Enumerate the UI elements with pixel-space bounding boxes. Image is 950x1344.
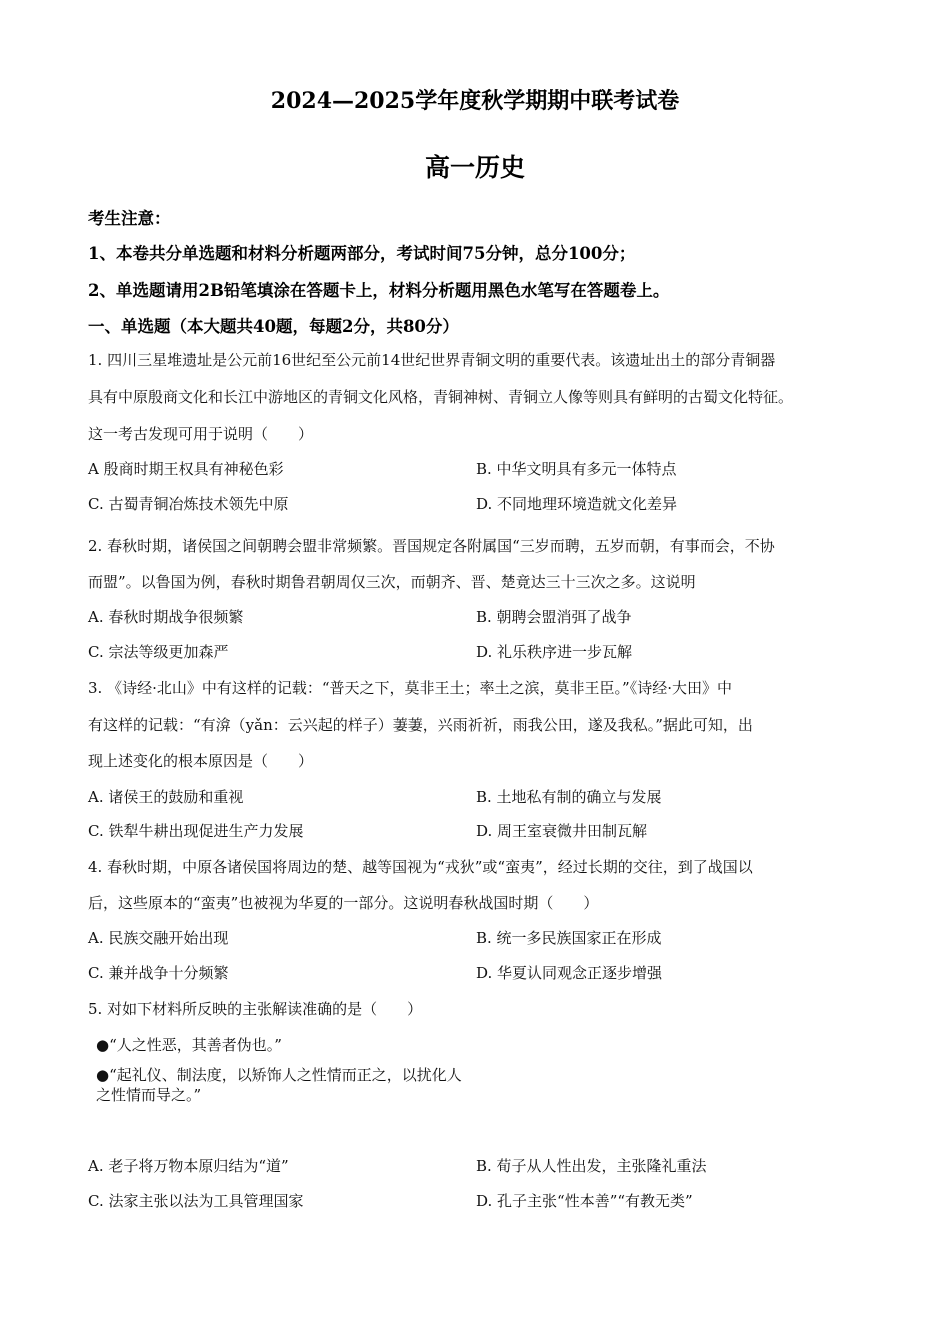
question-3-line-3: 现上述变化的根本原因是（ ） — [88, 752, 314, 770]
question-1-line-2: 具有中原殷商文化和长江中游地区的青铜文化风格，青铜神树、青铜立人像等则具有鲜明的古蜀文化特征。 — [88, 388, 794, 406]
question-1-option-a: A 殷商时期王权具有神秘色彩 — [88, 460, 284, 478]
question-5-option-a: A. 老子将万物本原归结为“道” — [88, 1157, 289, 1175]
question-4-option-c: C. 兼并战争十分频繁 — [88, 964, 229, 982]
question-1-line-1: 1. 四川三星堆遗址是公元前16世纪至公元前14世纪世界青铜文明的重要代表。该遗址出土的部分青铜器 — [88, 351, 776, 369]
question-1-option-c: C. 古蜀青铜冶炼技术领先中原 — [88, 495, 289, 513]
question-2-line-2: 而盟”。以鲁国为例，春秋时期鲁君朝周仅三次，而朝齐、晋、楚竟达三十三次之多。这说明 — [88, 573, 696, 591]
question-1-line-3: 这一考古发现可用于说明（ ） — [88, 425, 314, 443]
question-5-option-d: D. 孔子主张“性本善”“有教无类” — [476, 1192, 693, 1210]
question-4-line-1: 4. 春秋时期，中原各诸侯国将周边的楚、越等国视为“戎狄”或“蛮夷”，经过长期的交往，到了战国以 — [88, 858, 753, 876]
question-3-line-2: 有这样的记载：“有渰（yǎn：云兴起的样子）萋萋，兴雨祈祈，雨我公田，遂及我私。”据此可知，出 — [88, 716, 753, 734]
section-title: 一、单选题（本大题共40题，每题2分，共80分） — [88, 317, 459, 336]
question-5-material-3: 之性情而导之。” — [96, 1086, 202, 1104]
question-5-option-c: C. 法家主张以法为工具管理国家 — [88, 1192, 304, 1210]
question-3-line-1: 3. 《诗经·北山》中有这样的记载：“普天之下，莫非王土；率土之滨，莫非王臣。”《诗经·大田》中 — [88, 679, 732, 697]
question-5-material-2: ●“起礼仪、制法度，以矫饰人之性情而正之，以扰化人 — [96, 1066, 462, 1084]
question-4-option-d: D. 华夏认同观念正逐步增强 — [476, 964, 663, 982]
question-2-option-b: B. 朝聘会盟消弭了战争 — [476, 608, 632, 626]
question-2-option-c: C. 宗法等级更加森严 — [88, 643, 229, 661]
notice-item-2: 2、单选题请用2B铅笔填涂在答题卡上，材料分析题用黑色水笔写在答题卷上。 — [88, 281, 670, 300]
question-2-option-a: A. 春秋时期战争很频繁 — [88, 608, 244, 626]
question-3-option-a: A. 诸侯王的鼓励和重视 — [88, 788, 244, 806]
question-5-material-1: ●“人之性恶，其善者伪也。” — [96, 1036, 282, 1054]
question-5-option-b: B. 荀子从人性出发，主张隆礼重法 — [476, 1157, 707, 1175]
exam-title: 2024—2025学年度秋学期期中联考试卷 — [270, 88, 680, 114]
question-3-option-b: B. 土地私有制的确立与发展 — [476, 788, 662, 806]
question-4-option-b: B. 统一多民族国家正在形成 — [476, 929, 662, 947]
question-5-line-1: 5. 对如下材料所反映的主张解读准确的是（ ） — [88, 1000, 423, 1018]
question-3-option-d: D. 周王室衰微井田制瓦解 — [476, 822, 648, 840]
subject-title: 高一历史 — [424, 153, 525, 182]
notice-heading: 考生注意： — [88, 209, 171, 228]
question-4-line-2: 后，这些原本的“蛮夷”也被视为华夏的一部分。这说明春秋战国时期（ ） — [88, 894, 599, 912]
question-3-option-c: C. 铁犁牛耕出现促进生产力发展 — [88, 822, 304, 840]
notice-item-1: 1、本卷共分单选题和材料分析题两部分，考试时间75分钟，总分100分； — [88, 244, 636, 263]
question-1-option-b: B. 中华文明具有多元一体特点 — [476, 460, 677, 478]
question-2-option-d: D. 礼乐秩序进一步瓦解 — [476, 643, 633, 661]
question-1-option-d: D. 不同地理环境造就文化差异 — [476, 495, 678, 513]
question-2-line-1: 2. 春秋时期，诸侯国之间朝聘会盟非常频繁。晋国规定各附属国“三岁而聘，五岁而朝，有事而会，不协 — [88, 537, 775, 555]
question-4-option-a: A. 民族交融开始出现 — [88, 929, 229, 947]
